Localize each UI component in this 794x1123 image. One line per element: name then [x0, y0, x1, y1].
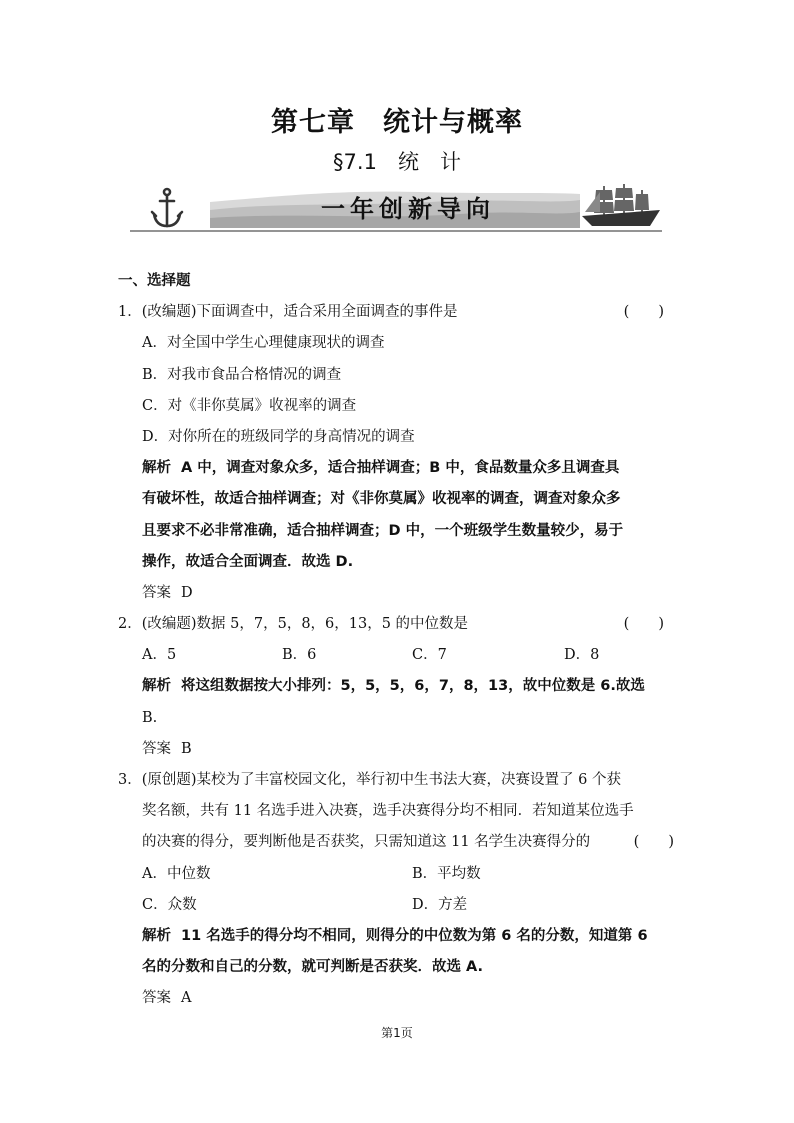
question-list [118, 266, 674, 1015]
question-3-stem: 3．(原创题)某校为了丰富校园文化，举行初中生书法大赛，决赛设置了 6 个获 [118, 772, 621, 788]
analysis-label: 解析 [142, 927, 171, 944]
answer-line [118, 734, 674, 765]
question-2-stem [118, 609, 674, 640]
page-number: 第1页 [381, 1026, 413, 1040]
sailing-ship-icon [582, 184, 660, 226]
analysis-line [118, 671, 674, 702]
option-a: A．5 [142, 647, 177, 664]
option-d: D．8 [564, 647, 600, 664]
question-1-text: 1．(改编题)下面调查中，适合采用全面调查的事件是 [118, 304, 458, 321]
option-a: A．中位数 [142, 865, 211, 882]
banner-text: 一年创新导向 [321, 195, 495, 223]
option-a: A．对全国中学生心理健康现状的调查 [142, 335, 385, 352]
answer-label: 答案 [142, 990, 171, 1007]
analysis-text: 将这组数据按大小排列：5，5，5，6，7，8，13，故中位数是 6.故选 [181, 678, 645, 695]
question-3-text: 的决赛的得分，要判断他是否获奖，只需知道这 11 名学生决赛得分的 [142, 834, 591, 851]
answer-label: 答案 [142, 740, 171, 757]
answer-value: D [181, 584, 193, 601]
question-3-stem: 奖名额，共有 11 名选手进入决赛，选手决赛得分均不相同．若知道某位选手 [142, 803, 634, 820]
analysis-line [118, 921, 674, 952]
question-2-text: 2．(改编题)数据 5，7，5，8，6，13，5 的中位数是 [118, 616, 469, 633]
option-b: B．6 [282, 647, 317, 664]
analysis-line: 名的分数和自己的分数，就可判断是否获奖．故选 A. [142, 959, 484, 976]
option-c: C．众数 [142, 896, 197, 913]
option-c: C．对《非你莫属》收视率的调查 [142, 397, 357, 414]
analysis-label: 解析 [142, 678, 171, 695]
option-row [118, 890, 674, 921]
analysis-text: 11 名选手的得分均不相同，则得分的中位数为第 6 名的分数，知道第 6 [181, 927, 648, 944]
option-d: D．对你所在的班级同学的身高情况的调查 [142, 428, 415, 445]
option-row [118, 859, 674, 890]
option-b: B．平均数 [412, 865, 481, 882]
answer-label: 答案 [142, 584, 171, 601]
analysis-line: 且要求不必非常准确，适合抽样调查；D 中，一个班级学生数量较少，易于 [142, 522, 624, 539]
answer-value: A [181, 990, 192, 1007]
option-b: B．对我市食品合格情况的调查 [142, 366, 342, 383]
option-c: C．7 [412, 647, 447, 664]
analysis-text: A 中，调查对象众多，适合抽样调查；B 中，食品数量众多且调查具 [181, 460, 620, 477]
analysis-line: B. [142, 709, 158, 726]
analysis-line: 操作，故适合全面调查．故选 D. [142, 553, 354, 570]
answer-line [118, 578, 674, 609]
answer-blank: ( ) [623, 304, 664, 321]
chapter-title: 第七章 统计与概率 [271, 107, 523, 138]
analysis-line: 有破坏性，故适合抽样调查；对《非你莫属》收视率的调查，调查对象众多 [142, 491, 621, 508]
answer-blank: ( ) [623, 616, 664, 633]
answer-line [118, 983, 674, 1014]
answer-blank: ( ) [633, 834, 674, 851]
question-3-stem [118, 827, 674, 858]
answer-value: B [181, 740, 192, 757]
option-d: D．方差 [412, 896, 468, 913]
option-row [118, 640, 674, 671]
banner [130, 180, 662, 234]
analysis-line [118, 453, 674, 484]
section-title: §7.1 统 计 [333, 150, 461, 174]
section-heading: 一、选择题 [118, 273, 191, 289]
anchor-icon [152, 189, 182, 226]
question-1-stem [118, 297, 674, 328]
analysis-label: 解析 [142, 460, 171, 477]
